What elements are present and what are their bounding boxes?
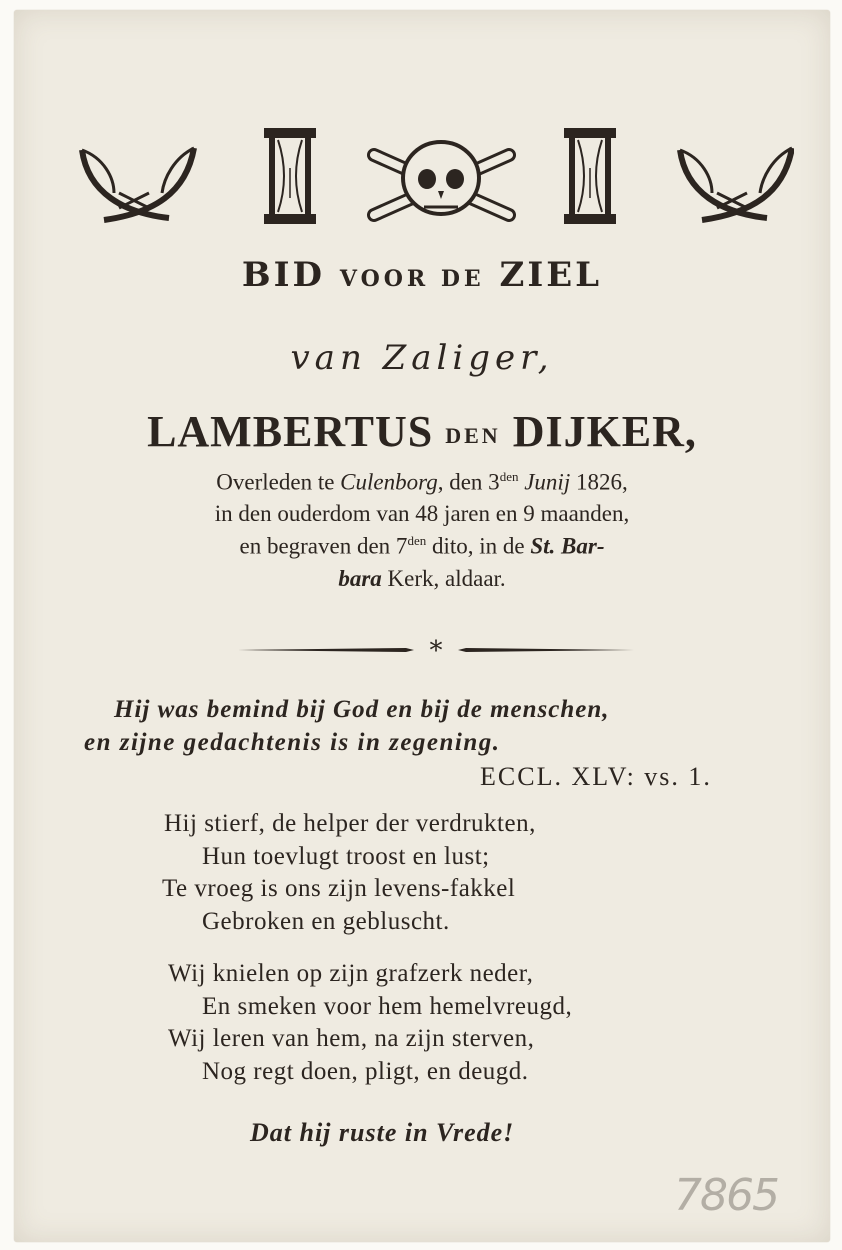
ornamental-divider	[236, 635, 636, 665]
burial-suffix: den	[407, 533, 427, 548]
death-place: Culenborg	[340, 469, 438, 495]
memorial-card	[14, 10, 830, 1242]
burial-text: en begraven den 7	[239, 533, 408, 559]
deceased-name	[14, 406, 830, 457]
scripture-reference: ECCL. XLV: vs. 1.	[480, 762, 712, 791]
burial-mid: dito, in de	[431, 533, 525, 559]
death-text: Overleden te	[216, 469, 335, 495]
verse-line: Wij knielen op zijn grafzerk neder,	[168, 960, 534, 987]
svg-text:*: *	[429, 636, 443, 665]
age-line: in den ouderdom van 48 jaren en 9 maanden,	[214, 501, 630, 526]
crossed-scythes-icon	[82, 148, 194, 220]
name-first: LAMBERTUS	[147, 407, 434, 456]
skull-crossbones-icon	[374, 142, 509, 215]
prayer-heading	[14, 255, 830, 295]
church-line-end: Kerk, aldaar.	[387, 566, 506, 591]
name-last: DIJKER,	[512, 407, 697, 456]
handwritten-catalog-number: 7865	[674, 1170, 778, 1221]
verse-line: Nog regt doen, pligt, en deugd.	[202, 1058, 529, 1085]
quote-line-1: Hij was bemind bij God en bij de menschen,	[114, 696, 610, 723]
quote-line-2: en zijne gedachtenis is in zegening.	[84, 729, 501, 756]
closing-blessing: Dat hij ruste in Vrede!	[250, 1118, 515, 1147]
verse-line: En smeken voor hem hemelvreugd,	[202, 993, 573, 1020]
death-year: 1826,	[575, 469, 628, 495]
verse-line: Wij leren van hem, na zijn sterven,	[168, 1025, 535, 1052]
crossed-scythes-icon	[680, 148, 792, 220]
day-suffix: den	[499, 469, 519, 484]
verse-line: Hun toevlugt troost en lust;	[202, 843, 490, 870]
subheading: van Zaliger,	[290, 338, 554, 378]
heading-bid: BID	[241, 255, 326, 295]
church-name-part2: bara	[338, 566, 382, 591]
burial-line	[14, 533, 830, 560]
church-line	[14, 566, 830, 592]
church-name-part1: St. Bar-	[530, 533, 605, 559]
heading-voor-de: VOOR DE	[339, 266, 485, 292]
verse-line: Te vroeg is ons zijn levens-fakkel	[162, 875, 516, 902]
heading-ziel: ZIEL	[499, 255, 603, 295]
death-day: , den 3	[437, 469, 500, 495]
death-month: Junij	[524, 469, 571, 495]
verse-line: Hij stierf, de helper der verdrukten,	[164, 810, 536, 837]
verse-line: Gebroken en gebluscht.	[202, 908, 450, 935]
hourglass-icon	[564, 128, 616, 224]
death-date-line	[14, 469, 830, 496]
name-particle: DEN	[445, 422, 501, 448]
hourglass-icon	[264, 128, 316, 224]
mourning-ornaments	[74, 128, 794, 234]
